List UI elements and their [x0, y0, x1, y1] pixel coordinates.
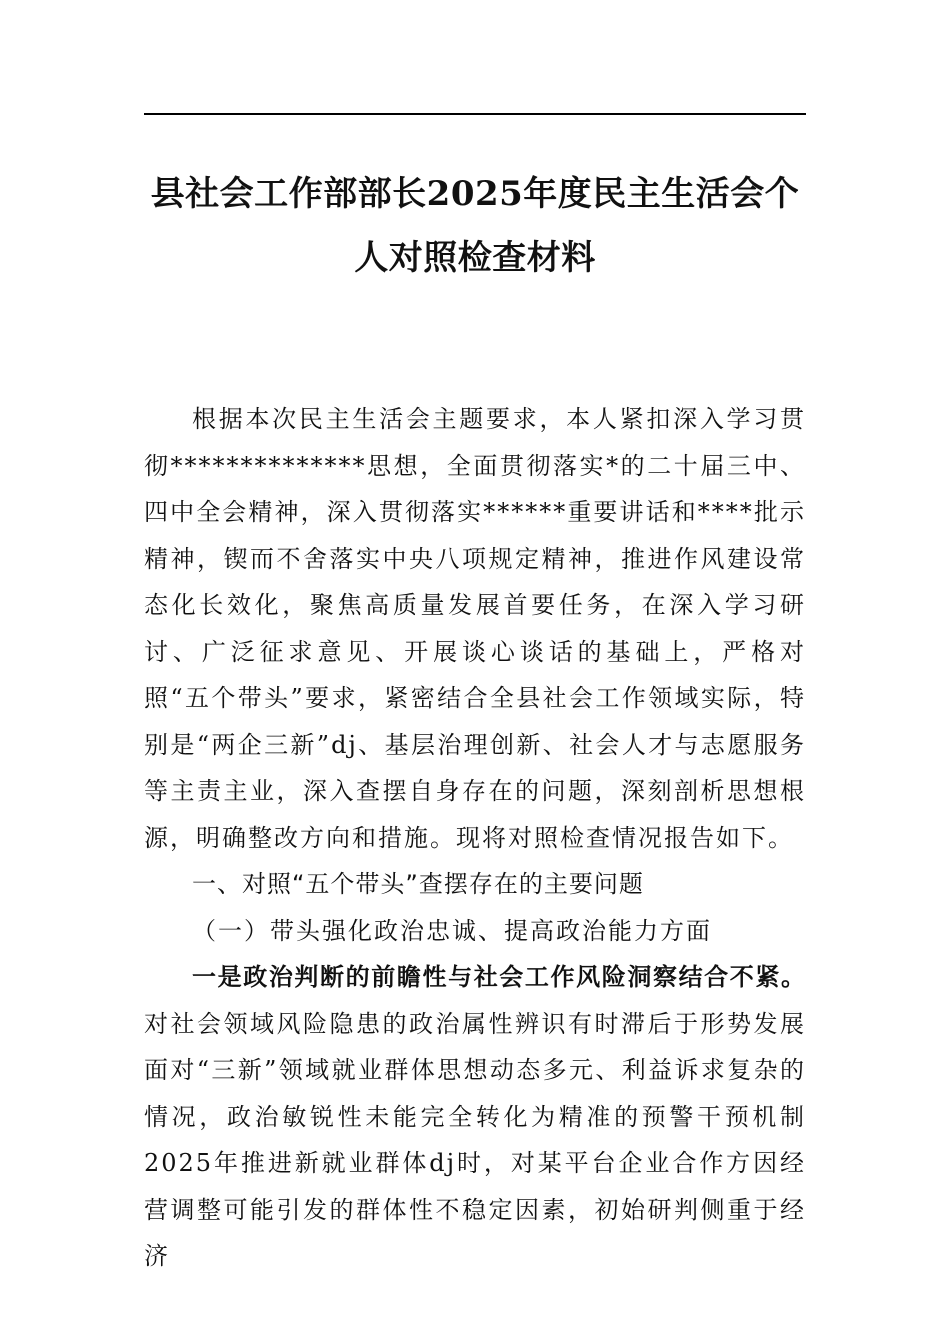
point-body: 对社会领域风险隐患的政治属性辨识有时滞后于形势发展面对“三新”领域就业群体思想动态多元、利益诉求复杂的情况，政治敏锐性未能完全转化为精准的预警干预机制2025年推进新就业群体dj时，对某平台企业合作方因经营调整可能引发的群体性不稳定因素，初始研判侧重于经济	[144, 1009, 806, 1270]
header-rule	[144, 113, 806, 115]
document-body	[144, 396, 806, 1280]
subsection-heading: （一）带头强化政治忠诚、提高政治能力方面	[192, 916, 712, 945]
intro-paragraph: 根据本次民主生活会主题要求，本人紧扣深入学习贯彻**************思想，全面贯彻落实*的二十届三中、四中全会精神，深入贯彻落实******重要讲话和****批示精神，锲而不舍落实中央八项规定精神，推进作风建设常态化长效化，聚焦高质量发展首要任务，在深入学习研讨、广泛征求意见、开展谈心谈话的基础上，严格对照“五个带头”要求，紧密结合全县社会工作领域实际，特别是“两企三新”dj、基层治理创新、社会人才与志愿服务等主责主业，深入查摆自身存在的问题，深刻剖析思想根源，明确整改方向和措施。现将对照检查情况报告如下。	[144, 405, 806, 852]
point-lead: 一是政治判断的前瞻性与社会工作风险洞察结合不紧。	[192, 962, 806, 991]
point-paragraph	[144, 954, 806, 1280]
document-title: 县社会工作部部长2025年度民主生活会个人对照检查材料	[150, 174, 800, 278]
section-heading: 一、对照“五个带头”查摆存在的主要问题	[192, 870, 644, 898]
